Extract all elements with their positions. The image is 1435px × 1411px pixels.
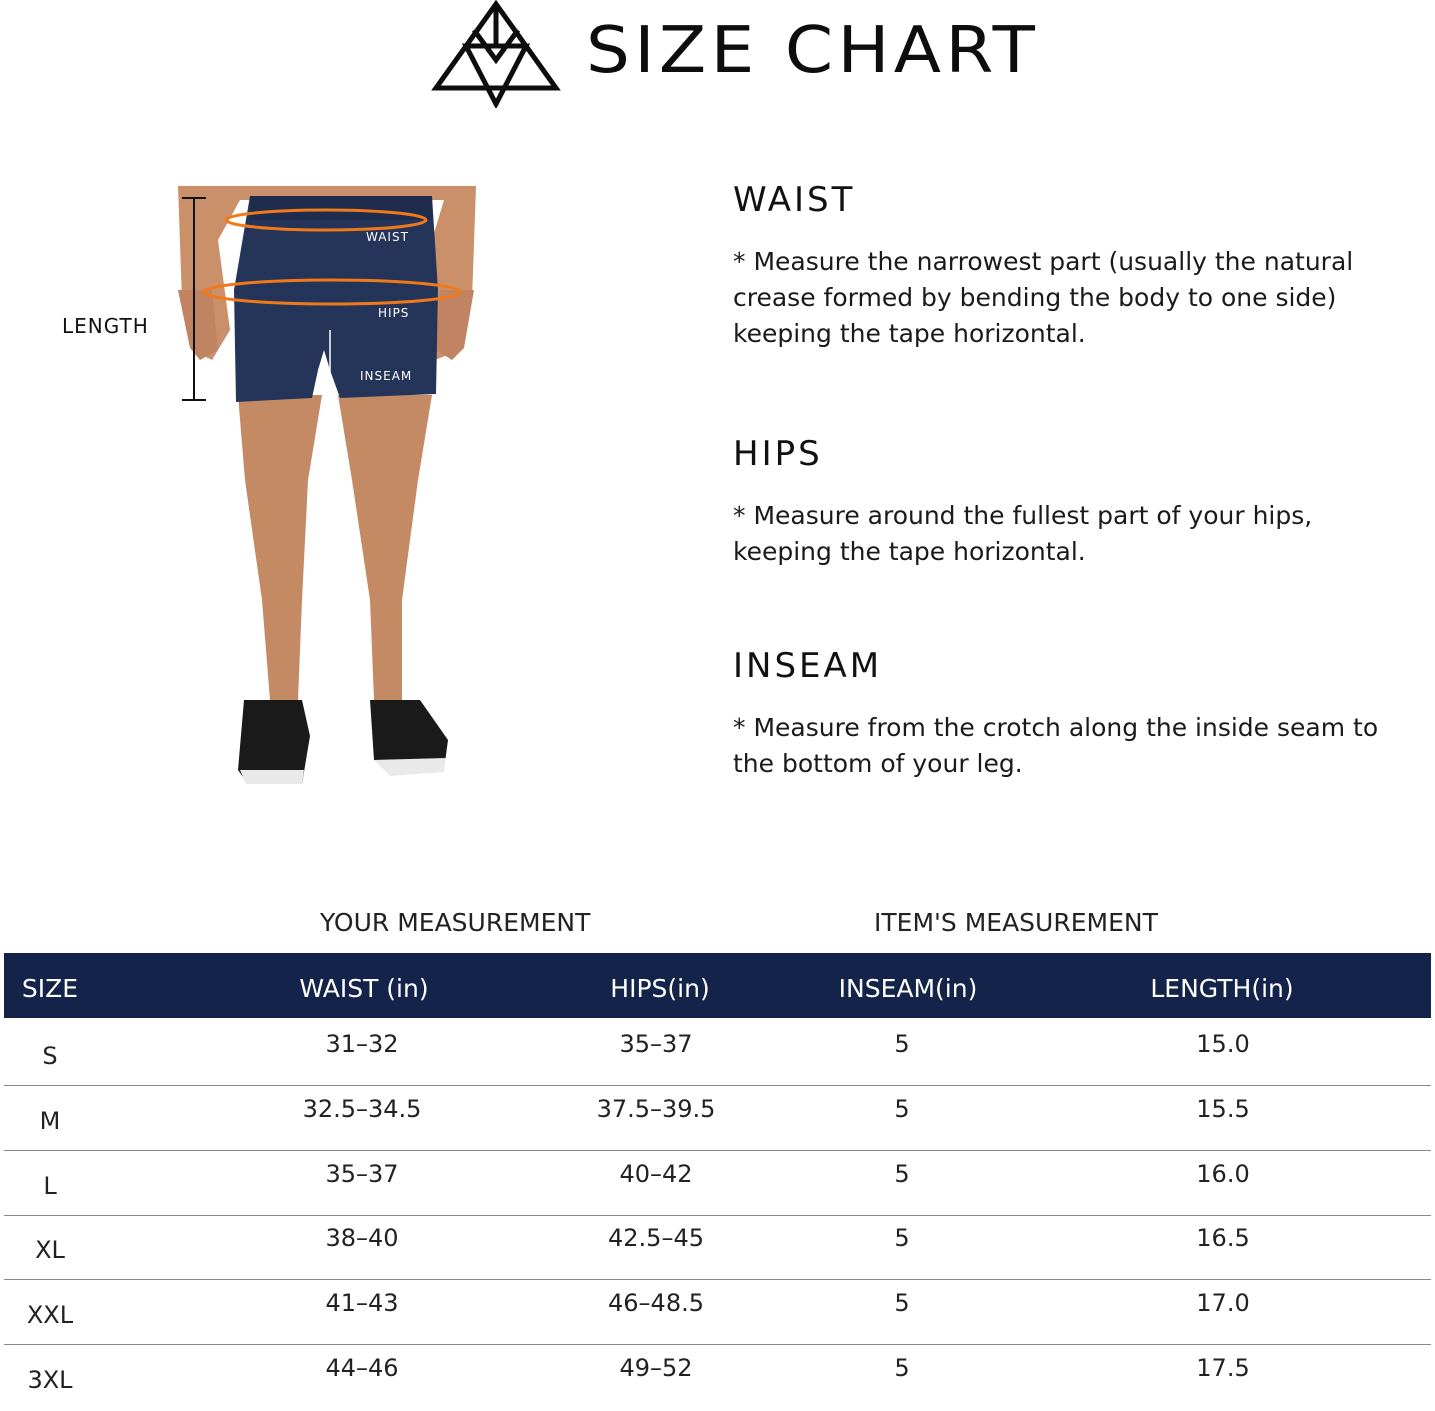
cell-size: L (43, 1172, 57, 1200)
waist-label: WAIST (366, 230, 409, 244)
cell-inseam: 5 (894, 1354, 910, 1382)
cell-inseam: 5 (894, 1289, 910, 1317)
cell-inseam: 5 (894, 1095, 910, 1123)
table-row (4, 1344, 1431, 1409)
page-title: SIZE CHART (586, 14, 1040, 88)
cell-length: 17.5 (1196, 1354, 1250, 1382)
cell-length: 16.0 (1196, 1160, 1250, 1188)
waist-heading: WAIST (733, 180, 856, 220)
cell-hips: 49–52 (619, 1354, 693, 1382)
table-row (4, 1085, 1431, 1151)
inseam-heading: INSEAM (733, 646, 883, 686)
table-row (4, 1214, 1431, 1280)
cell-waist: 41–43 (325, 1289, 399, 1317)
hips-heading: HIPS (733, 434, 823, 474)
table-row (4, 1020, 1431, 1086)
cell-waist: 35–37 (325, 1160, 399, 1188)
cell-length: 15.0 (1196, 1030, 1250, 1058)
cell-size: M (39, 1107, 61, 1135)
waist-section (733, 180, 1393, 352)
inseam-text: * Measure from the crotch along the inside seam to the bottom of your leg. (733, 713, 1379, 778)
triangle-mountain-logo-icon (430, 0, 562, 108)
cell-inseam: 5 (894, 1030, 910, 1058)
hips-label: HIPS (378, 306, 410, 320)
cell-hips: 37.5–39.5 (596, 1095, 716, 1123)
cell-waist: 31–32 (325, 1030, 399, 1058)
cell-waist: 38–40 (325, 1224, 399, 1252)
cell-waist: 32.5–34.5 (302, 1095, 422, 1123)
model-figure (40, 180, 520, 790)
cell-size: XL (35, 1236, 65, 1264)
cell-hips: 46–48.5 (608, 1289, 704, 1317)
model-illustration (40, 180, 520, 790)
cell-size: S (42, 1042, 58, 1070)
hips-section (733, 434, 1393, 570)
cell-length: 16.5 (1196, 1224, 1250, 1252)
header (0, 0, 1435, 110)
cell-size: XXL (26, 1301, 74, 1329)
table-row (4, 1279, 1431, 1345)
column-header-length: LENGTH(in) (1150, 974, 1294, 1003)
cell-inseam: 5 (894, 1224, 910, 1252)
inseam-label: INSEAM (360, 369, 413, 383)
cell-size: 3XL (27, 1366, 73, 1394)
column-header-size: SIZE (21, 974, 79, 1003)
column-header-inseam: INSEAM(in) (838, 974, 978, 1003)
cell-length: 17.0 (1196, 1289, 1250, 1317)
cell-hips: 35–37 (619, 1030, 693, 1058)
cell-waist: 44–46 (325, 1354, 399, 1382)
length-label: LENGTH (62, 314, 149, 338)
waist-text: * Measure the narrowest part (usually the natural crease formed by bending the body to one side) keeping the tape horizontal. (733, 247, 1354, 348)
column-header-waist: WAIST (in) (299, 974, 429, 1003)
items-measurement-label: ITEM'S MEASUREMENT (874, 908, 1158, 937)
cell-hips: 42.5–45 (608, 1224, 704, 1252)
your-measurement-label: YOUR MEASUREMENT (320, 908, 591, 937)
hips-text: * Measure around the fullest part of your hips, keeping the tape horizontal. (733, 501, 1313, 566)
inseam-section (733, 646, 1393, 782)
cell-length: 15.5 (1196, 1095, 1250, 1123)
cell-hips: 40–42 (619, 1160, 693, 1188)
column-header-hips: HIPS(in) (610, 974, 710, 1003)
table-header (4, 953, 1431, 1018)
cell-inseam: 5 (894, 1160, 910, 1188)
table-row (4, 1150, 1431, 1216)
